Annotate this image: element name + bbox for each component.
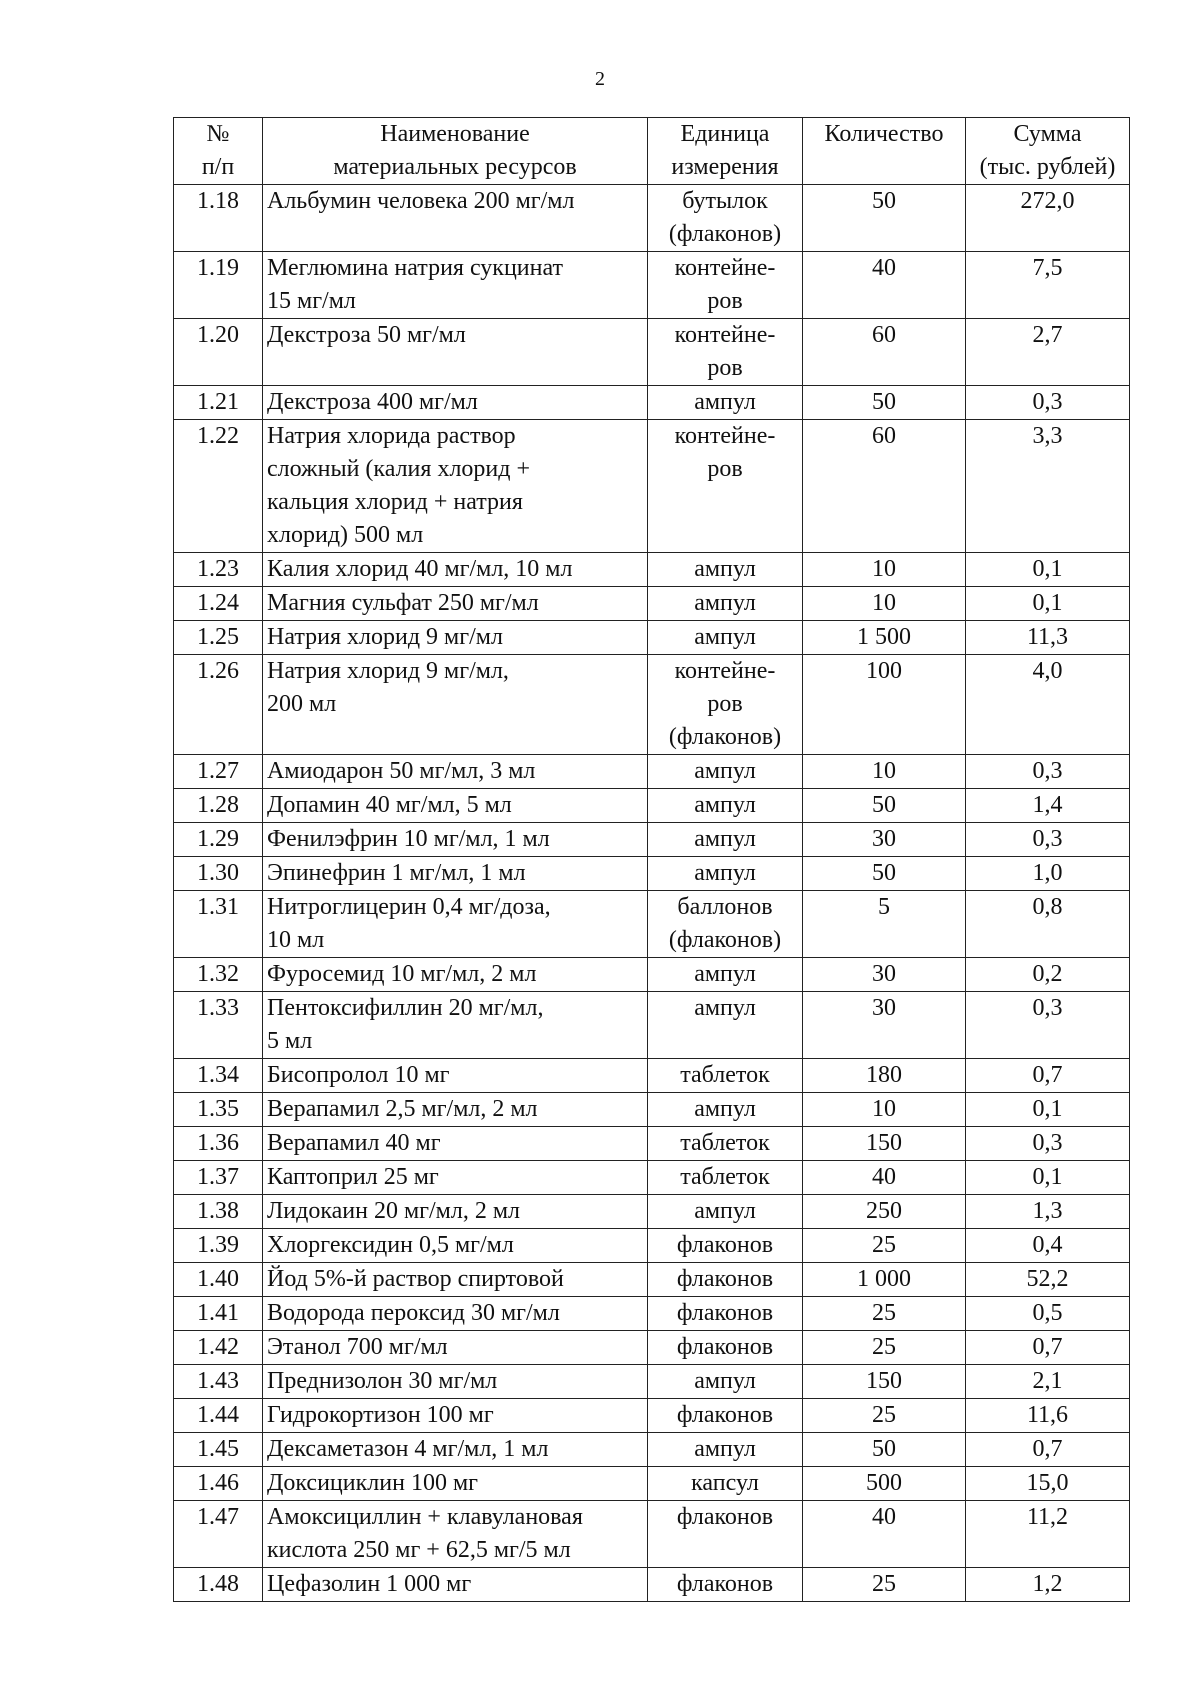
quantity: 50 [803, 857, 966, 891]
table-row [174, 185, 1130, 252]
table-row [174, 857, 1130, 891]
unit-of-measure: ампул [648, 755, 803, 789]
table-row [174, 655, 1130, 755]
sum-value: 1,0 [966, 857, 1130, 891]
header-name: Наименование материальных ресурсов [263, 118, 648, 185]
resource-name: Цефазолин 1 000 мг [263, 1568, 648, 1602]
sum-value: 1,4 [966, 789, 1130, 823]
resource-name: Натрия хлорид 9 мг/мл [263, 621, 648, 655]
unit-of-measure: контейне- ров [648, 420, 803, 553]
sum-value: 0,1 [966, 553, 1130, 587]
quantity: 40 [803, 1501, 966, 1568]
row-number: 1.20 [174, 319, 263, 386]
unit-of-measure: ампул [648, 789, 803, 823]
quantity: 30 [803, 958, 966, 992]
resource-name: Пентоксифиллин 20 мг/мл, 5 мл [263, 992, 648, 1059]
quantity: 25 [803, 1568, 966, 1602]
unit-of-measure: контейне- ров [648, 252, 803, 319]
unit-of-measure: таблеток [648, 1059, 803, 1093]
quantity: 1 500 [803, 621, 966, 655]
quantity: 30 [803, 823, 966, 857]
row-number: 1.18 [174, 185, 263, 252]
unit-of-measure: ампул [648, 621, 803, 655]
row-number: 1.33 [174, 992, 263, 1059]
sum-value: 0,1 [966, 587, 1130, 621]
table-row [174, 1195, 1130, 1229]
quantity: 25 [803, 1229, 966, 1263]
sum-value: 4,0 [966, 655, 1130, 755]
row-number: 1.36 [174, 1127, 263, 1161]
table-row [174, 553, 1130, 587]
resource-name: Меглюмина натрия сукцинат 15 мг/мл [263, 252, 648, 319]
sum-value: 0,3 [966, 755, 1130, 789]
table-row [174, 1059, 1130, 1093]
resource-name: Верапамил 2,5 мг/мл, 2 мл [263, 1093, 648, 1127]
quantity: 50 [803, 789, 966, 823]
sum-value: 1,2 [966, 1568, 1130, 1602]
resource-name: Преднизолон 30 мг/мл [263, 1365, 648, 1399]
unit-of-measure: ампул [648, 1093, 803, 1127]
resource-name: Магния сульфат 250 мг/мл [263, 587, 648, 621]
table-row [174, 755, 1130, 789]
table-row [174, 958, 1130, 992]
quantity: 250 [803, 1195, 966, 1229]
table-row [174, 1365, 1130, 1399]
resource-name: Натрия хлорида раствор сложный (калия хлорид + кальция хлорид + натрия хлорид) 500 мл [263, 420, 648, 553]
unit-of-measure: ампул [648, 386, 803, 420]
resource-name: Эпинефрин 1 мг/мл, 1 мл [263, 857, 648, 891]
row-number: 1.40 [174, 1263, 263, 1297]
sum-value: 2,1 [966, 1365, 1130, 1399]
resource-name: Гидрокортизон 100 мг [263, 1399, 648, 1433]
resource-name: Нитроглицерин 0,4 мг/доза, 10 мл [263, 891, 648, 958]
unit-of-measure: капсул [648, 1467, 803, 1501]
resource-name: Калия хлорид 40 мг/мл, 10 мл [263, 553, 648, 587]
quantity: 10 [803, 755, 966, 789]
row-number: 1.44 [174, 1399, 263, 1433]
sum-value: 0,7 [966, 1433, 1130, 1467]
sum-value: 0,8 [966, 891, 1130, 958]
table-row [174, 621, 1130, 655]
row-number: 1.37 [174, 1161, 263, 1195]
table-row [174, 587, 1130, 621]
sum-value: 0,2 [966, 958, 1130, 992]
resource-name: Декстроза 400 мг/мл [263, 386, 648, 420]
table-row [174, 1399, 1130, 1433]
row-number: 1.31 [174, 891, 263, 958]
table-row [174, 1127, 1130, 1161]
quantity: 50 [803, 386, 966, 420]
resource-name: Дексаметазон 4 мг/мл, 1 мл [263, 1433, 648, 1467]
quantity: 100 [803, 655, 966, 755]
sum-value: 11,2 [966, 1501, 1130, 1568]
resource-name: Фенилэфрин 10 мг/мл, 1 мл [263, 823, 648, 857]
quantity: 25 [803, 1399, 966, 1433]
quantity: 10 [803, 1093, 966, 1127]
unit-of-measure: ампул [648, 553, 803, 587]
quantity: 50 [803, 1433, 966, 1467]
quantity: 25 [803, 1331, 966, 1365]
sum-value: 0,7 [966, 1331, 1130, 1365]
quantity: 60 [803, 420, 966, 553]
resource-name: Бисопролол 10 мг [263, 1059, 648, 1093]
quantity: 10 [803, 587, 966, 621]
quantity: 30 [803, 992, 966, 1059]
quantity: 40 [803, 252, 966, 319]
unit-of-measure: контейне- ров [648, 319, 803, 386]
table-row [174, 1331, 1130, 1365]
row-number: 1.46 [174, 1467, 263, 1501]
resource-name: Водорода пероксид 30 мг/мл [263, 1297, 648, 1331]
table-row [174, 823, 1130, 857]
quantity: 25 [803, 1297, 966, 1331]
resource-name: Амиодарон 50 мг/мл, 3 мл [263, 755, 648, 789]
sum-value: 1,3 [966, 1195, 1130, 1229]
quantity: 180 [803, 1059, 966, 1093]
unit-of-measure: флаконов [648, 1263, 803, 1297]
unit-of-measure: флаконов [648, 1399, 803, 1433]
sum-value: 52,2 [966, 1263, 1130, 1297]
header-quantity: Количество [803, 118, 966, 185]
unit-of-measure: флаконов [648, 1568, 803, 1602]
table-row [174, 1433, 1130, 1467]
table-row [174, 1297, 1130, 1331]
sum-value: 0,7 [966, 1059, 1130, 1093]
resource-name: Амоксициллин + клавулановая кислота 250 мг + 62,5 мг/5 мл [263, 1501, 648, 1568]
row-number: 1.34 [174, 1059, 263, 1093]
sum-value: 0,3 [966, 823, 1130, 857]
resource-name: Допамин 40 мг/мл, 5 мл [263, 789, 648, 823]
resource-name: Каптоприл 25 мг [263, 1161, 648, 1195]
sum-value: 3,3 [966, 420, 1130, 553]
material-resources-table [173, 117, 1130, 1602]
sum-value: 0,5 [966, 1297, 1130, 1331]
table-row [174, 789, 1130, 823]
table-row [174, 1229, 1130, 1263]
unit-of-measure: флаконов [648, 1331, 803, 1365]
row-number: 1.32 [174, 958, 263, 992]
sum-value: 0,4 [966, 1229, 1130, 1263]
resource-name: Этанол 700 мг/мл [263, 1331, 648, 1365]
table-row [174, 1161, 1130, 1195]
resource-name: Фуросемид 10 мг/мл, 2 мл [263, 958, 648, 992]
resource-name: Верапамил 40 мг [263, 1127, 648, 1161]
resource-name: Доксициклин 100 мг [263, 1467, 648, 1501]
sum-value: 0,1 [966, 1161, 1130, 1195]
unit-of-measure: ампул [648, 823, 803, 857]
unit-of-measure: ампул [648, 992, 803, 1059]
table-row [174, 1467, 1130, 1501]
sum-value: 15,0 [966, 1467, 1130, 1501]
header-unit: Единица измерения [648, 118, 803, 185]
sum-value: 0,1 [966, 1093, 1130, 1127]
row-number: 1.24 [174, 587, 263, 621]
unit-of-measure: флаконов [648, 1501, 803, 1568]
table-row [174, 891, 1130, 958]
resource-name: Декстроза 50 мг/мл [263, 319, 648, 386]
unit-of-measure: ампул [648, 1195, 803, 1229]
unit-of-measure: ампул [648, 587, 803, 621]
resource-name: Хлоргексидин 0,5 мг/мл [263, 1229, 648, 1263]
table-row [174, 420, 1130, 553]
unit-of-measure: ампул [648, 958, 803, 992]
quantity: 50 [803, 185, 966, 252]
row-number: 1.29 [174, 823, 263, 857]
sum-value: 7,5 [966, 252, 1130, 319]
resource-name: Йод 5%-й раствор спиртовой [263, 1263, 648, 1297]
table-header-row [174, 118, 1130, 185]
table-row [174, 252, 1130, 319]
row-number: 1.30 [174, 857, 263, 891]
table-row [174, 1093, 1130, 1127]
row-number: 1.22 [174, 420, 263, 553]
quantity: 1 000 [803, 1263, 966, 1297]
quantity: 60 [803, 319, 966, 386]
unit-of-measure: таблеток [648, 1161, 803, 1195]
unit-of-measure: таблеток [648, 1127, 803, 1161]
row-number: 1.28 [174, 789, 263, 823]
quantity: 40 [803, 1161, 966, 1195]
row-number: 1.43 [174, 1365, 263, 1399]
resource-name: Альбумин человека 200 мг/мл [263, 185, 648, 252]
row-number: 1.19 [174, 252, 263, 319]
resource-name: Натрия хлорид 9 мг/мл, 200 мл [263, 655, 648, 755]
unit-of-measure: контейне- ров (флаконов) [648, 655, 803, 755]
row-number: 1.42 [174, 1331, 263, 1365]
unit-of-measure: флаконов [648, 1229, 803, 1263]
row-number: 1.45 [174, 1433, 263, 1467]
unit-of-measure: флаконов [648, 1297, 803, 1331]
sum-value: 0,3 [966, 386, 1130, 420]
sum-value: 2,7 [966, 319, 1130, 386]
quantity: 150 [803, 1127, 966, 1161]
row-number: 1.27 [174, 755, 263, 789]
header-sum: Сумма (тыс. рублей) [966, 118, 1130, 185]
table-row [174, 386, 1130, 420]
sum-value: 272,0 [966, 185, 1130, 252]
row-number: 1.23 [174, 553, 263, 587]
row-number: 1.41 [174, 1297, 263, 1331]
unit-of-measure: баллонов (флаконов) [648, 891, 803, 958]
unit-of-measure: ампул [648, 1365, 803, 1399]
row-number: 1.25 [174, 621, 263, 655]
table-row [174, 319, 1130, 386]
table-row [174, 1501, 1130, 1568]
row-number: 1.48 [174, 1568, 263, 1602]
quantity: 5 [803, 891, 966, 958]
table-row [174, 1263, 1130, 1297]
row-number: 1.35 [174, 1093, 263, 1127]
sum-value: 0,3 [966, 1127, 1130, 1161]
unit-of-measure: бутылок (флаконов) [648, 185, 803, 252]
table-row [174, 992, 1130, 1059]
quantity: 500 [803, 1467, 966, 1501]
row-number: 1.47 [174, 1501, 263, 1568]
quantity: 10 [803, 553, 966, 587]
sum-value: 11,6 [966, 1399, 1130, 1433]
quantity: 150 [803, 1365, 966, 1399]
row-number: 1.38 [174, 1195, 263, 1229]
resource-name: Лидокаин 20 мг/мл, 2 мл [263, 1195, 648, 1229]
sum-value: 11,3 [966, 621, 1130, 655]
unit-of-measure: ампул [648, 1433, 803, 1467]
row-number: 1.39 [174, 1229, 263, 1263]
header-number: № п/п [174, 118, 263, 185]
row-number: 1.26 [174, 655, 263, 755]
unit-of-measure: ампул [648, 857, 803, 891]
page-number: 2 [595, 68, 605, 90]
row-number: 1.21 [174, 386, 263, 420]
sum-value: 0,3 [966, 992, 1130, 1059]
table-row [174, 1568, 1130, 1602]
